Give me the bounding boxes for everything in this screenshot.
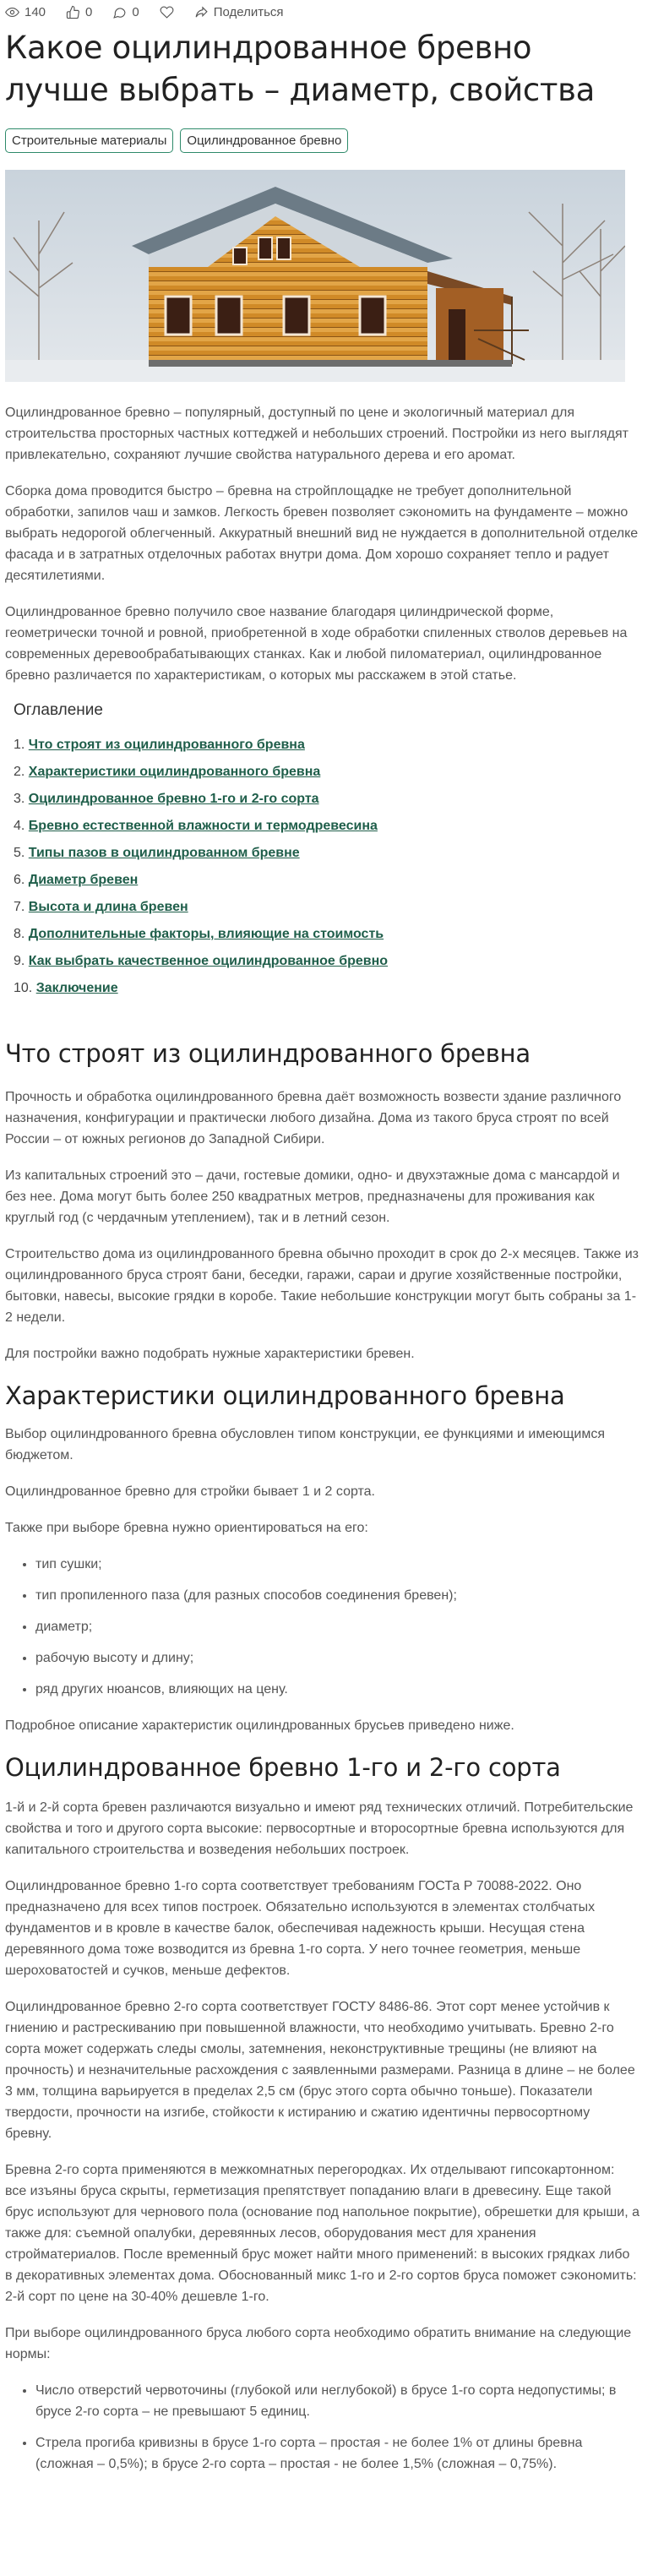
section-heading: Что строят из оцилиндрованного бревна xyxy=(5,1039,531,1068)
list-item: • рабочую высоту и длину; xyxy=(35,1647,639,1669)
article-meta-bar xyxy=(5,0,639,24)
toc-item xyxy=(14,786,639,813)
list-item: • диаметр; xyxy=(35,1616,639,1637)
toc-link[interactable]: Характеристики оцилиндрованного бревна xyxy=(28,765,321,779)
list-item: • Число отверстий червоточины (глубокой или неглубокой) в брусе 1-го сорта недопустимы; в брусе 2-го сорта – не превышают 5 единиц. xyxy=(35,2380,639,2422)
toc-link[interactable]: Диаметр бревен xyxy=(28,873,139,887)
list-item: • Стрела прогиба кривизны в брусе 1-го сорта – простая - не более 1% от длины бревна (сложная – 0,5%); в брусе 2-го сорта – простая - не более 1,5% (сложная – 0,75%). xyxy=(35,2432,639,2475)
toc-link[interactable]: Оцилиндрованное бревно 1-го и 2-го сорта xyxy=(28,792,319,806)
toc-link[interactable]: Как выбрать качественное оцилиндрованное бревно xyxy=(28,954,389,968)
norms-list xyxy=(5,2380,639,2475)
page-title: Какое оцилиндрованное бревно лучше выбрать – диаметр, свойства xyxy=(5,30,596,108)
comment-icon xyxy=(112,5,127,19)
tag-rounded-log[interactable]: Оцилиндрованное бревно xyxy=(180,128,348,153)
intro-text xyxy=(5,402,639,686)
section-what-is-built xyxy=(5,1037,639,1364)
intro-paragraph: Оцилиндрованное бревно – популярный, доступный по цене и экологичный материал для строительства просторных частных коттеджей и небольших строений. Постройки из него выглядят привлекательно, сохраняют лучшие свойства натурального дерева и его аромат. xyxy=(5,406,629,462)
toc-item xyxy=(14,894,639,921)
toc-number: 1. xyxy=(14,738,25,752)
heart-icon xyxy=(160,5,174,19)
toc-link[interactable]: Что строят из оцилиндрованного бревна xyxy=(28,738,305,752)
list-item: • ряд других нюансов, влияющих на цену. xyxy=(35,1679,639,1700)
toc-number: 7. xyxy=(14,900,25,914)
comments-button[interactable] xyxy=(112,5,139,19)
toc-number: 2. xyxy=(14,765,25,779)
section-paragraph: Выбор оцилиндрованного бревна обусловлен типом конструкции, ее функциями и имеющимся бюджетом. xyxy=(5,1427,606,1462)
intro-paragraph: Оцилиндрованное бревно получило свое название благодаря цилиндрической форме, геометрически точной и ровной, приобретенной в ходе обработки спиленных стволов деревьев на современных деревообрабатывающих станках. Как и любой пиломатериал, оцилиндрованное бревно различается по характеристикам, о которых мы расскажем в этой статье. xyxy=(5,605,628,683)
intro-paragraph: Сборка дома проводится быстро – бревна на стройплощадке не требует дополнительной обработки, запилов чаш и замков. Легкость бревен позволяет сэкономить на фундаменте – можно выбрать недорогой облегченный. Аккуратный внешний вид не нуждается в дополнительной отделке фасада и в затратных отделочных работах внутри дома. Дом хорошо сохраняет тепло и радует десятилетиями. xyxy=(5,484,639,583)
toc-item xyxy=(14,948,639,975)
toc-link[interactable]: Дополнительные факторы, влияющие на стоимость xyxy=(28,927,384,941)
toc-title: Оглавление xyxy=(14,701,103,719)
section-paragraph: Оцилиндрованное бревно для стройки бывает 1 и 2 сорта. xyxy=(5,1484,375,1499)
thumbs-up-icon xyxy=(66,5,80,19)
eye-icon xyxy=(5,5,19,19)
section-heading: Характеристики оцилиндрованного бревна xyxy=(5,1381,565,1410)
toc-item xyxy=(14,759,639,786)
toc-number: 10. xyxy=(14,981,33,995)
section-heading: Оцилиндрованное бревно 1-го и 2-го сорта xyxy=(5,1753,561,1782)
toc-link[interactable]: Бревно естественной влажности и термодревесина xyxy=(28,819,378,833)
table-of-contents xyxy=(5,701,639,1002)
section-paragraph: Строительство дома из оцилиндрованного бревна обычно проходит в срок до 2-х месяцев. Также из оцилиндрованного бруса строят бани, беседки, гаражи, сараи и другие хозяйственные постройки, бытовки, навесы, высокие грядки в коробе. Такие небольшие конструкции могут быть собраны за 1-2 недели. xyxy=(5,1247,639,1325)
share-label: Поделиться xyxy=(213,4,284,19)
toc-link[interactable]: Заключение xyxy=(35,981,118,995)
toc-number: 4. xyxy=(14,819,25,833)
toc-number: 6. xyxy=(14,873,25,887)
section-paragraph: Прочность и обработка оцилиндрованного бревна даёт возможность возвести здание различного назначения, конфигурации и практически любого дизайна. Дома из такого бруса строят по всей России – от южных регионов до Западной Сибири. xyxy=(5,1090,622,1146)
views-count: 140 xyxy=(24,4,46,19)
toc-item xyxy=(14,840,639,867)
toc-number: 8. xyxy=(14,927,25,941)
toc-link[interactable]: Типы пазов в оцилиндрованном бревне xyxy=(28,846,300,860)
characteristics-list xyxy=(5,1554,639,1700)
views-counter xyxy=(5,5,46,19)
hero-image-log-house xyxy=(5,170,625,382)
section-paragraph: При выборе оцилиндрованного бруса любого сорта необходимо обратить внимание на следующие нормы: xyxy=(5,2326,632,2361)
toc-number: 9. xyxy=(14,954,25,968)
toc-number: 3. xyxy=(14,792,25,806)
tag-construction-materials[interactable]: Строительные материалы xyxy=(5,128,173,153)
section-characteristics xyxy=(5,1380,639,1736)
section-paragraph: Бревна 2-го сорта применяются в межкомнатных перегородках. Их отделывают гипсокартонном: все изъяны бруса скрыты, герметизация препятствует попаданию влаги в древесину. Еще такой брус используют для чернового пола (основание под напольное покрытие), обрешетки для крыши, а также для: съемной опалубки, деревянных лесов, оборудования мест для хранения стройматериалов. После временный брус может найти много применений: в высоких грядках либо в декоративных элементах дома. Обоснованный микс 1-го и 2-го сортов бруса поможет сэкономить: 2-й сорт по цене на 30-40% дешевле 1-го. xyxy=(5,2163,639,2304)
section-paragraph: Оцилиндрованное бревно 1-го сорта соответствует требованиям ГОСТа Р 70088-2022. Оно предназначено для всех типов построек. Обязательно используются в элементах столбчатых фундаментов и в кровле в качестве балок, обеспечивая надежность крыши. Несущая стена деревянного дома тоже возводится из бревна 1-го сорта. У него точнее геометрия, меньше шероховатостей и сучков, меньше дефектов. xyxy=(5,1879,596,1978)
toc-item xyxy=(14,921,639,948)
toc-link[interactable]: Высота и длина бревен xyxy=(28,900,188,914)
section-grades xyxy=(5,1751,639,2475)
section-paragraph: Также при выборе бревна нужно ориентироваться на его: xyxy=(5,1521,368,1535)
toc-number: 5. xyxy=(14,846,25,860)
list-item: • тип пропиленного паза (для разных способов соединения бревен); xyxy=(35,1585,639,1606)
section-paragraph: Оцилиндрованное бревно 2-го сорта соответствует ГОСТУ 8486-86. Этот сорт менее устойчив к гниению и растрескиванию при повышенной влажности, что необходимо учитывать. Бревно 2-го сорта может содержать следы смолы, затемнения, неконструктивные трещины (не влияют на прочность) и незначительные расхождения с заявленными размерами. Разница в длине – не более 3 мм, толщина варьируется в пределах 2,5 см (брус этого сорта обычно тоньше). Показатели твердости, прочности на изгибе, стойкости к истиранию и сжатию идентичны первосортному бревну. xyxy=(5,2000,635,2141)
toc-item xyxy=(14,867,639,894)
like-button[interactable] xyxy=(66,5,92,19)
list-item: • тип сушки; xyxy=(35,1554,639,1575)
share-icon xyxy=(194,5,209,19)
section-paragraph: Подробное описание характеристик оцилиндрованных брусьев приведено ниже. xyxy=(5,1718,514,1733)
section-paragraph: 1-й и 2-й сорта бревен различаются визуально и имеют ряд технических отличий. Потребительские свойства и того и другого сорта высокие: первосортные и второсортные бревна используются для капитального строительства и возведения небольших построек. xyxy=(5,1800,634,1857)
toc-item xyxy=(14,813,639,840)
toc-item xyxy=(14,732,639,759)
likes-count: 0 xyxy=(85,4,93,19)
comments-count: 0 xyxy=(132,4,139,19)
favorite-button[interactable] xyxy=(160,5,174,19)
toc-item xyxy=(14,975,639,1002)
section-paragraph: Из капитальных строений это – дачи, гостевые домики, одно- и двухэтажные дома с мансардой и без нее. Дома могут быть более 250 квадратных метров, предназначены для проживания как круглый год (с чердачным утеплением), так и в летний сезон. xyxy=(5,1168,620,1225)
section-paragraph: Для постройки важно подобрать нужные характеристики бревен. xyxy=(5,1347,415,1361)
tag-list xyxy=(5,128,639,153)
share-button[interactable] xyxy=(194,5,284,19)
